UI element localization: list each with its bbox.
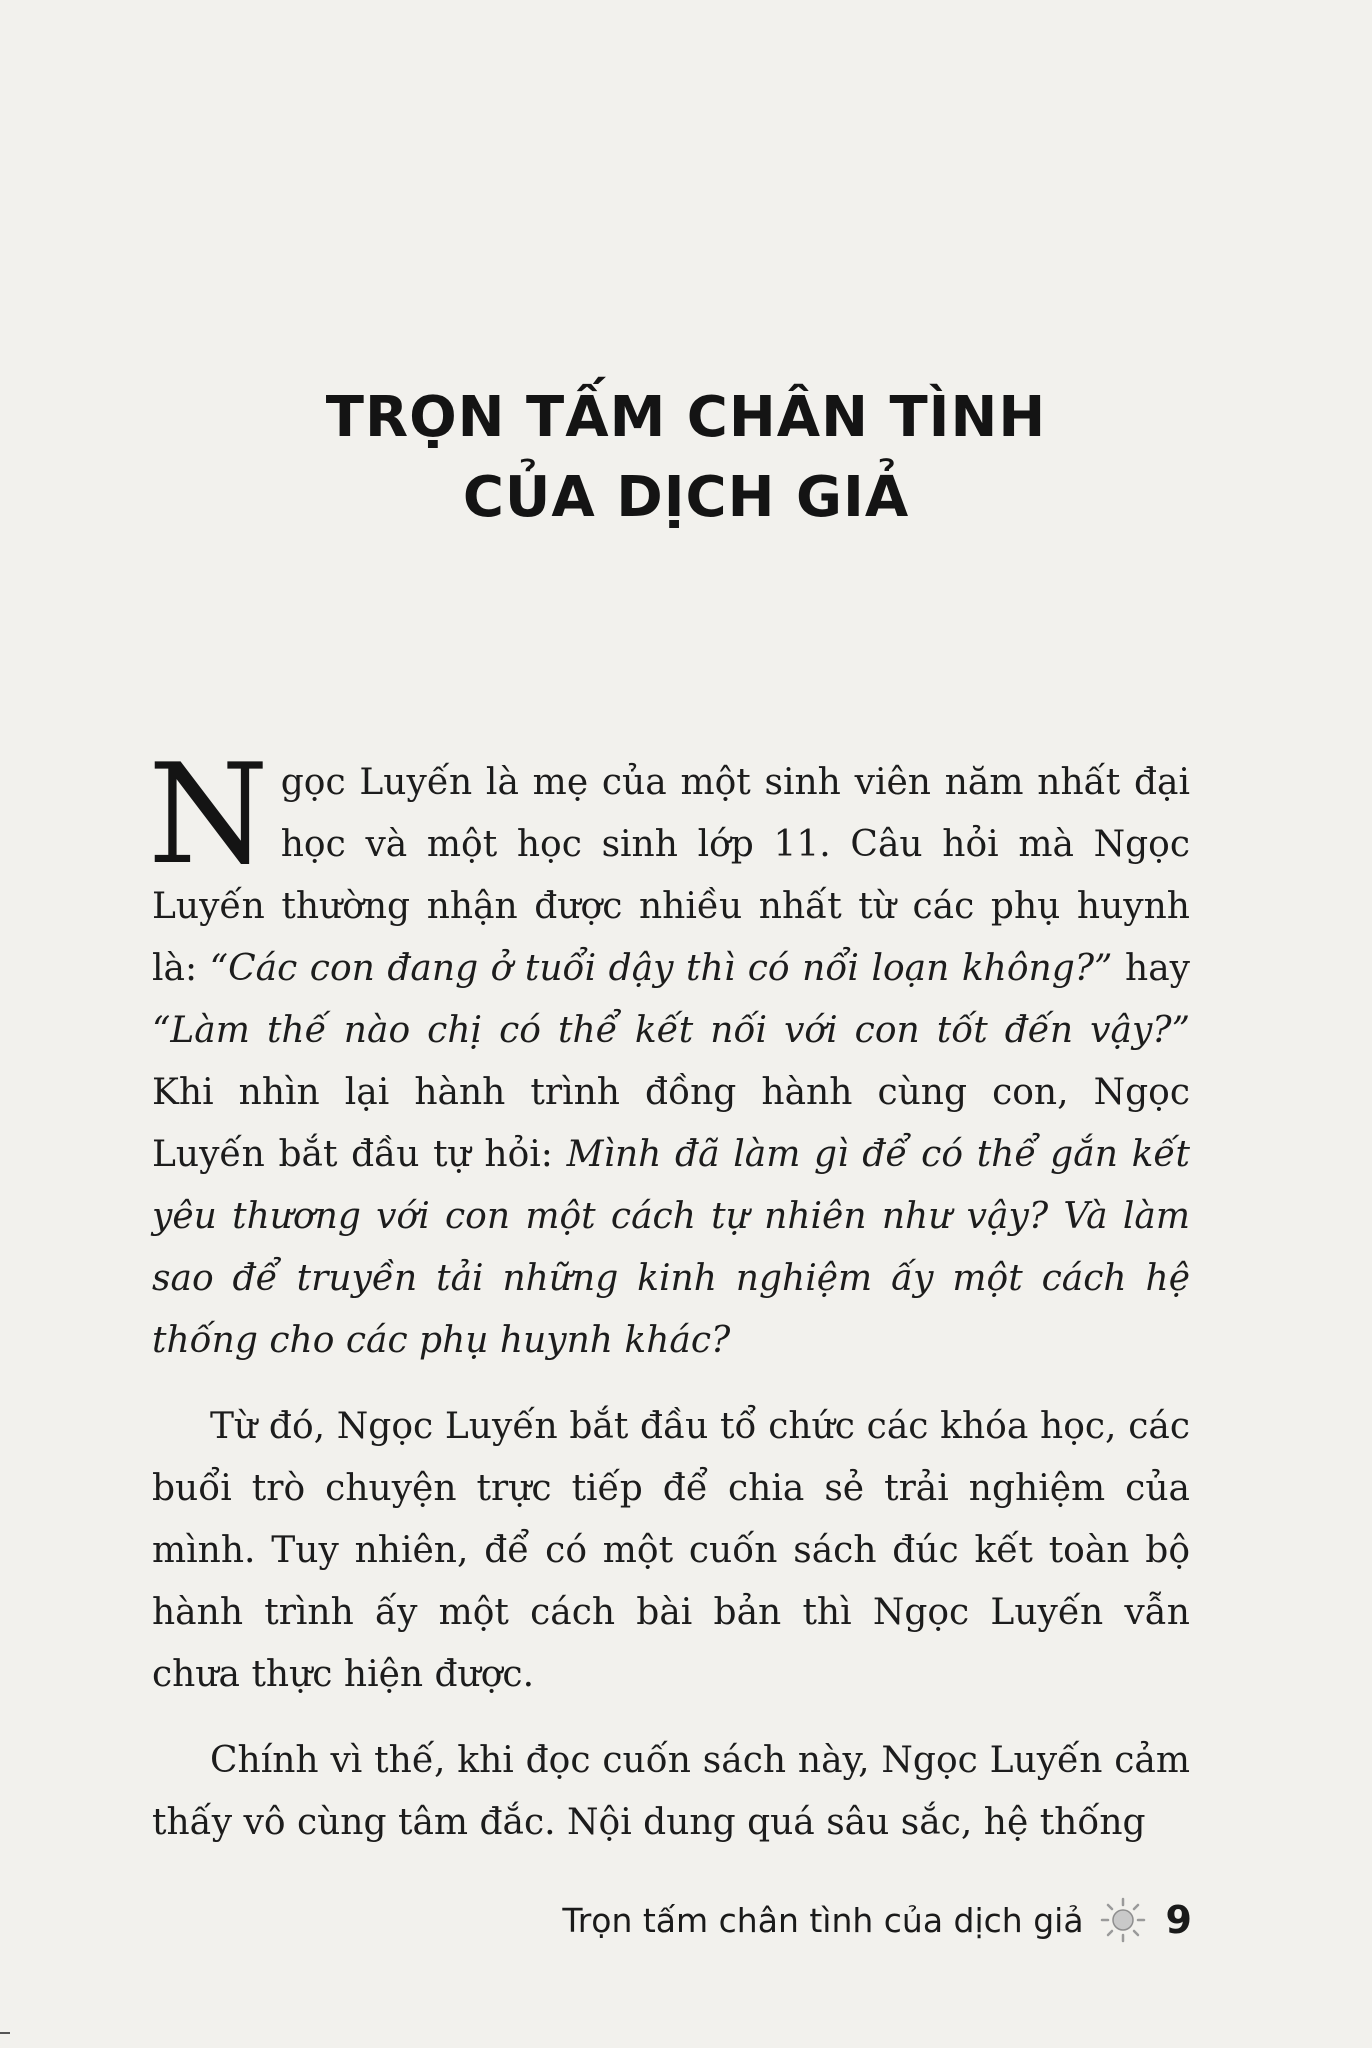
paragraph-3: Chính vì thế, khi đọc cuốn sách này, Ngọc Luyến cảm thấy vô cùng tâm đắc. Nội dung quá sâu sắc, hệ thống	[152, 1740, 1190, 1843]
chapter-title-line-1: TRỌN TẤM CHÂN TÌNH	[325, 385, 1047, 450]
paragraph-1	[148, 734, 1190, 1372]
body-text	[148, 734, 1190, 1854]
paragraph-1-text-a: gọc Luyến là mẹ của một sinh viên năm nhất đại học và một học sinh lớp 11. Câu hỏi mà Ngọc Luyến thường nhận được nhiều nhất từ các phụ huynh là:	[152, 762, 1190, 989]
drop-cap: N	[148, 734, 269, 895]
chapter-title-line-2: CỦA DỊCH GIẢ	[462, 465, 910, 530]
paragraph-2: Từ đó, Ngọc Luyến bắt đầu tổ chức các khóa học, các buổi trò chuyện trực tiếp để chia sẻ trải nghiệm của mình. Tuy nhiên, để có một cuốn sách đúc kết toàn bộ hành trình ấy một cách bài bản thì Ngọc Luyến vẫn chưa thực hiện được.	[152, 1406, 1190, 1695]
paragraph-1-text-c: Khi nhìn lại hành trình đồng hành cùng con, Ngọc Luyến bắt đầu tự hỏi:	[152, 1072, 1190, 1175]
running-footer	[562, 1890, 1192, 1950]
footer-chapter-title: Trọn tấm chân tình của dịch giả	[562, 1900, 1084, 1940]
reflection-question: Mình đã làm gì để có thể gắn kết yêu thương với con một cách tự nhiên như vậy? Và làm sao để truyền tải những kinh nghiệm ấy một cách hệ thống cho các phụ huynh khác?	[152, 1134, 1190, 1361]
page-number: 9	[1165, 1898, 1192, 1942]
quote-question-1: “Các con đang ở tuổi dậy thì có nổi loạn không?”	[209, 948, 1113, 989]
paragraph-1-text-b: hay	[1112, 948, 1190, 989]
sun-icon	[1100, 1897, 1146, 1943]
quote-question-2: “Làm thế nào chị có thể kết nối với con tốt đến vậy?”	[152, 1010, 1190, 1051]
scan-edge-mark	[0, 2032, 10, 2034]
